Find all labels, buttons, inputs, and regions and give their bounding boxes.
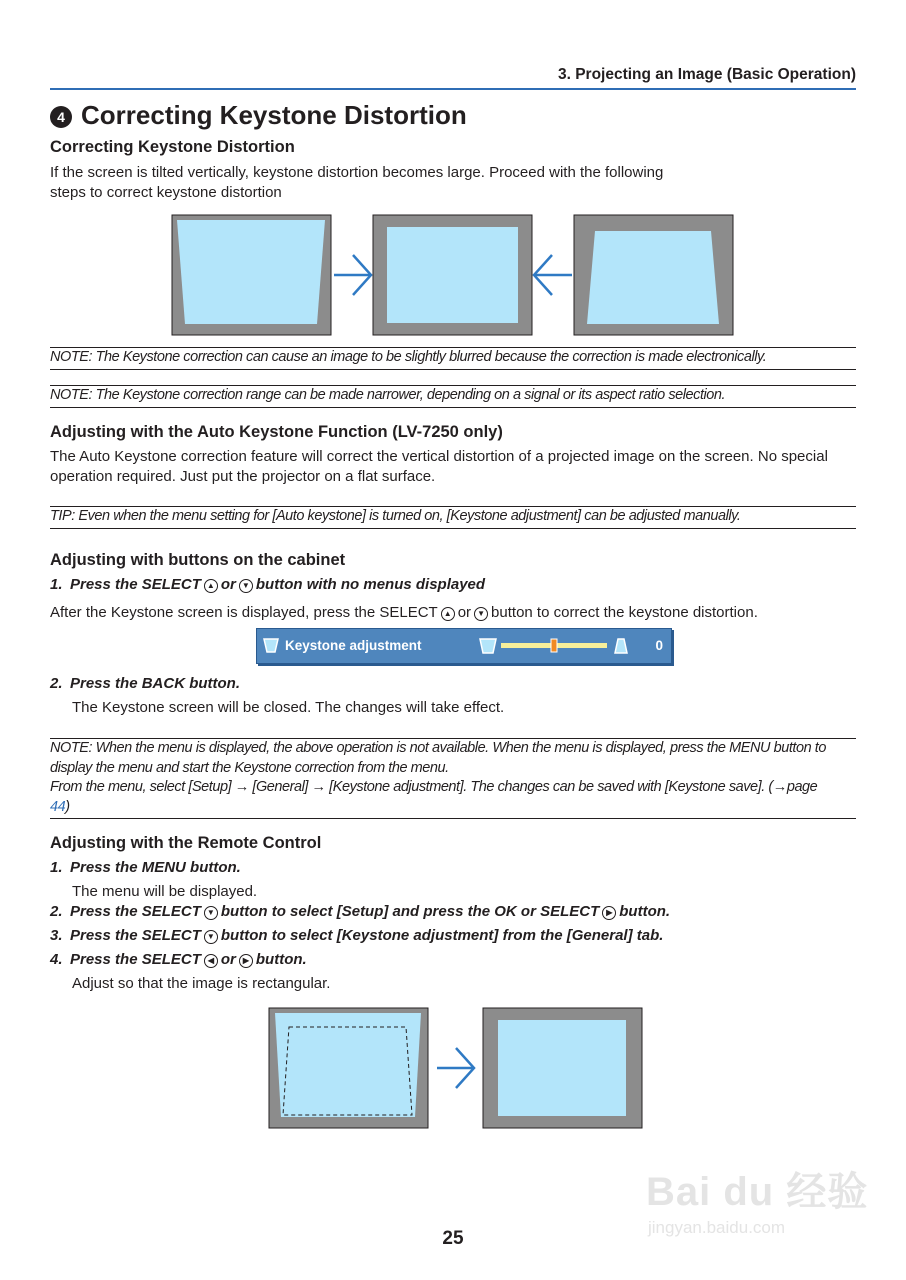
- cabinet-step-2: [50, 675, 240, 692]
- remote-step-3: [50, 927, 663, 944]
- osd-label: Keystone adjustment: [285, 638, 422, 653]
- header-rule: [50, 88, 856, 90]
- auto-line-2: operation required. Just put the projector on a flat surface.: [50, 467, 436, 485]
- screen-corrected: [373, 215, 532, 335]
- step-text: Press the SELECT: [70, 927, 201, 944]
- remote-step-4: [50, 951, 307, 968]
- intro-paragraph: [50, 163, 663, 202]
- arrow-right-icon: [334, 255, 371, 295]
- select-right-icon: ▶: [239, 954, 253, 968]
- heading-auto-keystone: Adjusting with the Auto Keystone Function (LV-7250 only): [50, 423, 503, 441]
- step-number: 3.: [50, 927, 63, 944]
- step-text: Press the SELECT: [70, 576, 201, 593]
- keystone-figure-top: [170, 214, 736, 338]
- note-menu-displayed: [50, 738, 856, 819]
- step-text: Press the SELECT: [70, 951, 201, 968]
- select-left-icon: ◀: [204, 954, 218, 968]
- keystone-figure-bottom: [268, 1007, 646, 1131]
- note-line: ): [65, 798, 70, 815]
- arrow-left-icon: [534, 255, 572, 295]
- cabinet-paragraph: [50, 603, 758, 623]
- keystone-osd-bar: [256, 628, 672, 664]
- note-range: NOTE: The Keystone correction range can be made narrower, depending on a signal or its aspect ratio selection.: [50, 385, 856, 408]
- remote-step-1: [50, 859, 241, 876]
- auto-line-1: The Auto Keystone correction feature will correct the vertical distortion of a projected image on the screen. No special: [50, 448, 828, 465]
- slider-max-icon: [615, 639, 627, 653]
- remote-step-2: [50, 903, 670, 920]
- auto-keystone-paragraph: [50, 447, 828, 486]
- step-number: 1.: [50, 576, 63, 593]
- keystone-icon: [263, 638, 279, 653]
- page-title: [50, 100, 467, 131]
- select-up-icon: ▲: [204, 579, 218, 593]
- step-text: button to select [Setup] and press the OK or SELECT: [220, 903, 600, 920]
- remote-step-4-body: Adjust so that the image is rectangular.: [72, 975, 331, 992]
- slider-min-icon: [480, 639, 496, 653]
- step-number: 2.: [50, 903, 63, 920]
- screen-distorted-bottom-wide: [574, 215, 733, 335]
- remote-step-1-body: The menu will be displayed.: [72, 883, 258, 900]
- step-text: button with no menus displayed: [255, 576, 486, 593]
- screen-rectangular: [483, 1008, 642, 1128]
- keystone-slider[interactable]: [479, 637, 629, 655]
- tip-auto-keystone: TIP: Even when the menu setting for [Auto keystone] is turned on, [Keystone adjustment] can be adjusted manually.: [50, 506, 856, 529]
- step-text: button.: [619, 903, 671, 920]
- step-text: or: [220, 576, 236, 593]
- page-44-link[interactable]: 44: [50, 798, 66, 815]
- cabinet-step-2-body: The Keystone screen will be closed. The changes will take effect.: [72, 699, 505, 716]
- intro-line-1: If the screen is tilted vertically, keystone distortion becomes large. Proceed with the following: [50, 164, 664, 181]
- page-title-text: Correcting Keystone Distortion: [81, 100, 467, 130]
- step-text: Press the MENU button.: [70, 859, 241, 876]
- step-number: 1.: [50, 859, 63, 876]
- baidu-watermark: Bai du 经验: [646, 1170, 869, 1214]
- running-header: 3. Projecting an Image (Basic Operation): [557, 66, 856, 83]
- select-down-icon: ▼: [474, 607, 488, 621]
- osd-value: 0: [655, 638, 663, 653]
- arrow-right-icon: [437, 1048, 474, 1088]
- heading-correcting-keystone: Correcting Keystone Distortion: [50, 138, 295, 156]
- select-down-icon: ▼: [204, 906, 218, 920]
- screen-distorted-with-guide: [269, 1008, 428, 1128]
- baidu-watermark-url: jingyan.baidu.com: [648, 1218, 786, 1237]
- note-blur: NOTE: The Keystone correction can cause an image to be slightly blurred because the correction is made electronically.: [50, 347, 856, 370]
- step-text: button to select [Keystone adjustment] from the [General] tab.: [220, 927, 664, 944]
- slider-thumb: [551, 639, 557, 652]
- para-text: button to correct the keystone distortion.: [491, 604, 758, 621]
- cabinet-step-1: [50, 576, 485, 593]
- note-line: NOTE: When the menu is displayed, the above operation is not available. When the menu is displayed, press the MENU button to: [50, 740, 826, 756]
- intro-line-2: steps to correct keystone distortion: [50, 183, 282, 201]
- heading-cabinet-buttons: Adjusting with buttons on the cabinet: [50, 551, 346, 569]
- select-right-icon: ▶: [602, 906, 616, 920]
- note-line: display the menu and start the Keystone correction from the menu.: [50, 759, 449, 776]
- select-down-icon: ▼: [239, 579, 253, 593]
- step-text: button.: [255, 951, 307, 968]
- page-number: 25: [442, 1228, 464, 1249]
- note-line: From the menu, select [Setup] → [General] → [Keystone adjustment]. The changes can be saved with [Keystone save]. (→page: [50, 779, 818, 795]
- step-text: or: [220, 951, 236, 968]
- section-number-badge: 4: [50, 106, 72, 128]
- screen-distorted-top-wide: [172, 215, 331, 335]
- para-text: After the Keystone screen is displayed, press the SELECT: [50, 604, 438, 621]
- heading-remote-control: Adjusting with the Remote Control: [50, 834, 322, 852]
- step-text: Press the BACK button.: [70, 675, 241, 692]
- select-up-icon: ▲: [441, 607, 455, 621]
- step-number: 4.: [50, 951, 63, 968]
- step-number: 2.: [50, 675, 63, 692]
- select-down-icon: ▼: [204, 930, 218, 944]
- para-text: or: [457, 604, 472, 621]
- step-text: Press the SELECT: [70, 903, 201, 920]
